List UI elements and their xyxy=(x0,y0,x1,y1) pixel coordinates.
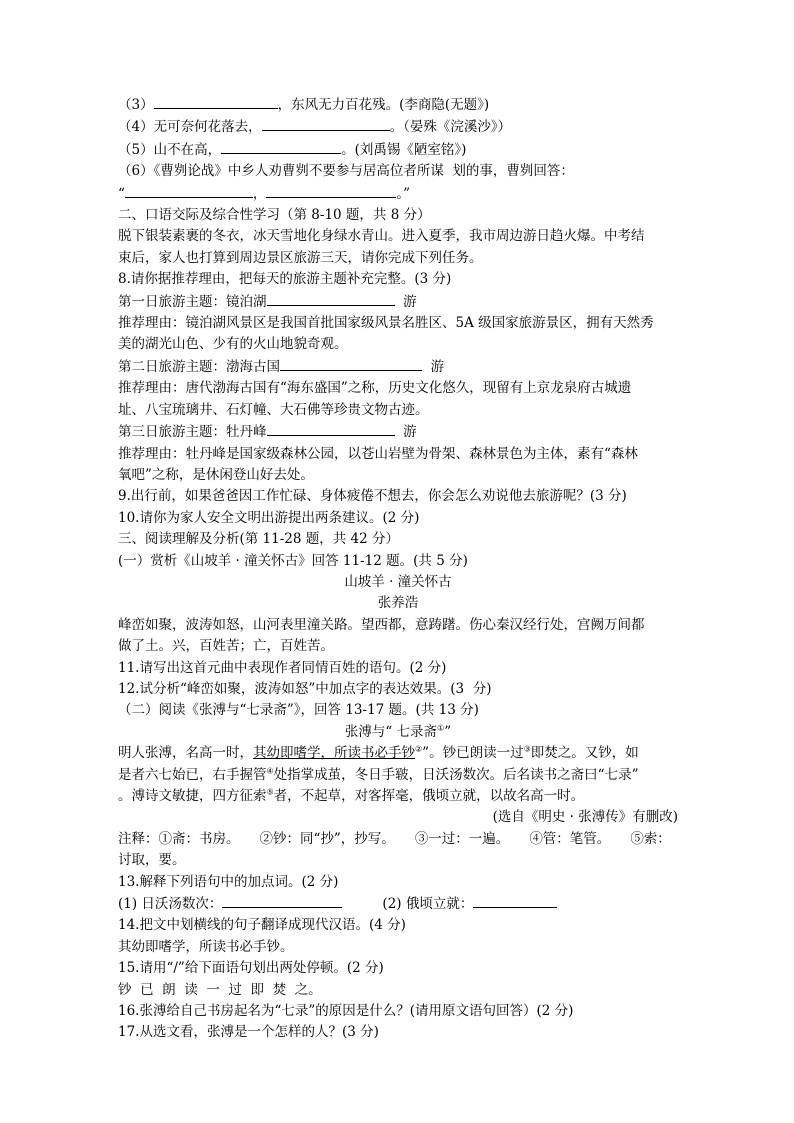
punctuation: ， xyxy=(252,185,267,202)
theme-label: 第三日旅游主题：牡丹峰 xyxy=(118,424,267,441)
quote-mark: “ xyxy=(118,185,125,202)
day3-theme xyxy=(118,421,678,443)
poem-text: 。（晏殊《浣溪沙》） xyxy=(389,119,512,136)
poem-body: 峰峦如聚，波涛如怒，山河表里潼关路。望西都，意踌躇。伤心秦汉经行处，宫阙万间都 xyxy=(118,616,645,633)
day1-reason: 推荐理由：镜泊湖风景区是我国首批国家级风景名胜区、5A 级国家旅游景区，拥有天然秀 xyxy=(118,315,654,332)
question-15-sentence: 钞 已 朗 读 一 过 即 焚 之。 xyxy=(118,981,322,998)
day2-theme xyxy=(118,356,678,378)
footnote-marker: ③ xyxy=(523,744,531,754)
text-body: 是者六七始已，右手握管④处指掌成茧，冬日手皲，日沃汤数次。后名读书之斋曰“七录” xyxy=(118,766,639,783)
day2-reason: 址、八宝琉璃井、石灯幢、大石佛等珍贵文物古迹。 xyxy=(118,401,429,418)
quote-mark: 。” xyxy=(396,185,411,202)
answer-blank[interactable] xyxy=(125,183,253,198)
intro-text: 束后，家人也打算到周边景区旅游三天，请你完成下列任务。 xyxy=(118,249,483,266)
theme-suffix: 游 xyxy=(403,424,417,441)
poem-fill-6: （6）《曹刿论战》中乡人劝曹刿不要参与居高位者所谋 划的事，曹刿回答： xyxy=(118,163,574,180)
poem-fill-6-answer xyxy=(118,183,678,205)
question-8: 8.请你据推荐理由，把每天的旅游主题补充完整。(3 分) xyxy=(118,271,452,288)
question-14: 14.把文中划横线的句子翻译成现代汉语。(4 分) xyxy=(118,917,406,934)
footnote-marker: ⑤ xyxy=(266,787,274,797)
answer-blank[interactable] xyxy=(267,291,395,306)
question-13: 13.解释下列语句中的加点词。(2 分) xyxy=(118,873,339,890)
poem-author: 张养浩 xyxy=(377,595,419,612)
text-body: 明人张溥，名高一时，其幼即嗜学，所读书必手钞②”。钞已朗读一过③即焚之。又钞，如 xyxy=(118,744,639,762)
question-10: 10.请你为家人安全文明出游提出两条建议。(2 分) xyxy=(118,509,420,526)
text-title: 张溥与“ 七录斋①” xyxy=(344,723,452,740)
day3-reason: 氧吧”之称，是休闲登山好去处。 xyxy=(118,466,314,483)
question-13-items: (1) 日沃汤数次： (2) 俄顷立就： xyxy=(118,893,678,915)
answer-blank[interactable] xyxy=(222,893,342,908)
theme-label: 第一日旅游主题：镜泊湖 xyxy=(118,293,267,310)
day1-theme xyxy=(118,291,678,313)
poem-text: （4）无可奈何花落去， xyxy=(118,119,262,136)
theme-suffix: 游 xyxy=(403,293,417,310)
poem-text: （5）山不在高， xyxy=(118,141,222,158)
underlined-sentence: 其幼即嗜学，所读书必手钞 xyxy=(253,745,415,762)
poem-text: ，东风无力百花残。(李商隐(无题》) xyxy=(277,97,490,113)
theme-label: 第二日旅游主题：渤海古国 xyxy=(118,358,280,375)
intro-text: 脱下银装素裹的冬衣，冰天雪地化身绿水青山。进入夏季，我市周边游日趋火爆。中考结 xyxy=(118,228,645,245)
source-citation: (选自《明史 · 张溥传》有删改) xyxy=(492,809,678,826)
poem-title: 山坡羊 · 潼关怀古 xyxy=(344,573,452,590)
notes: 注释：①斋：书房。 ②钞：同“抄”，抄写。 ③一过：一遍。 ④管：笔管。 ⑤索： xyxy=(118,830,671,847)
question-12: 12.试分析“峰峦如聚，波涛如怒”中加点字的表达效果。(3 分) xyxy=(118,680,492,697)
footnote-marker: ④ xyxy=(266,766,274,776)
poem-fill-4 xyxy=(118,116,678,138)
part-heading: (一）赏析《山坡羊 · 潼关怀古》回答 11-12 题。(共 5 分) xyxy=(118,552,468,569)
poem-text: 。(刘禹锡《陋室铭》) xyxy=(341,141,467,158)
question-16: 16.张溥给自己书房起名为“七录”的原因是什么？(请用原文语句回答）(2 分) xyxy=(118,1003,574,1020)
section-heading: 二、口语交际及综合性学习（第 8-10 题，共 8 分） xyxy=(118,207,431,224)
question-number: （3） xyxy=(118,97,154,113)
answer-blank[interactable] xyxy=(266,183,396,198)
section-heading: 三、阅读理解及分析(第 11-28 题，共 42 分） xyxy=(118,531,400,548)
text-body: 。溥诗文敏捷，四方征索⑤者，不起草，对客挥毫，俄顷立就，以故名高一时。 xyxy=(118,787,585,804)
question-15: 15.请用“/”给下面语句划出两处停顿。(2 分) xyxy=(118,960,384,977)
answer-blank[interactable] xyxy=(267,421,395,436)
day1-reason: 美的湖光山色、少有的火山地貌奇观。 xyxy=(118,336,348,353)
question-11: 11.请写出这首元曲中表现作者同情百姓的语句。(2 分) xyxy=(118,659,447,676)
question-17: 17.从选文看，张溥是一个怎样的人？(3 分) xyxy=(118,1024,379,1041)
exam-page xyxy=(118,94,678,1044)
footnote-marker: ② xyxy=(415,744,423,754)
answer-blank[interactable] xyxy=(280,356,422,371)
poem-body: 做了土。兴，百姓苦；亡，百姓苦。 xyxy=(118,638,334,655)
answer-blank[interactable] xyxy=(221,139,341,154)
answer-blank[interactable] xyxy=(262,116,390,131)
day2-reason: 推荐理由：唐代渤海古国有“海东盛国”之称，历史文化悠久，现留有上京龙泉府古城遗 xyxy=(118,380,632,397)
theme-suffix: 游 xyxy=(430,358,445,375)
question-9: 9.出行前，如果爸爸因工作忙碌、身体疲倦不想去，你会怎么劝说他去旅游呢？(3 分) xyxy=(118,488,627,505)
part-heading: （二）阅读《张溥与“七录斋”》，回答 13-17 题。(共 13 分) xyxy=(118,702,479,719)
footnote-marker: ① xyxy=(437,723,445,733)
answer-blank[interactable] xyxy=(473,893,557,908)
day3-reason: 推荐理由：牡丹峰是国家级森林公园，以苍山岩壁为骨架、森林景色为主体，素有“森林 xyxy=(118,445,638,462)
question-14-sentence: 其幼即嗜学，所读书必手钞。 xyxy=(118,938,294,955)
poem-fill-5 xyxy=(118,139,678,161)
poem-fill-3 xyxy=(118,94,678,116)
notes: 讨取，要。 xyxy=(118,852,186,869)
answer-blank[interactable] xyxy=(154,94,278,109)
